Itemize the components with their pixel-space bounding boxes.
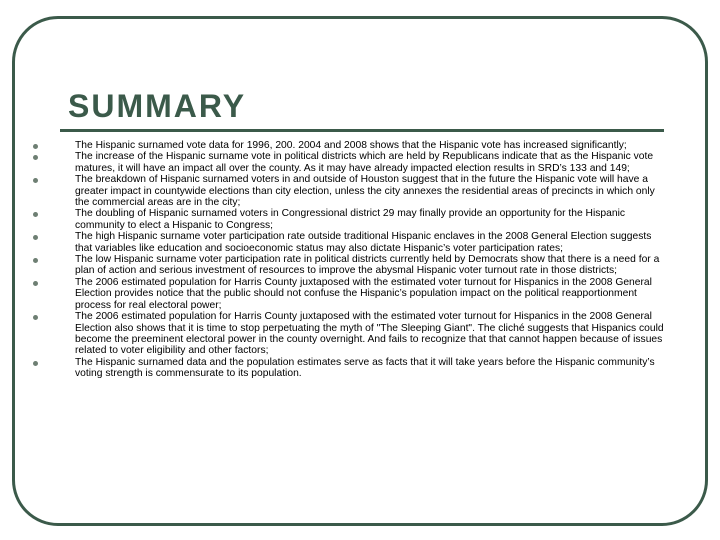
bullet-item	[0, 151, 720, 174]
bullet-item	[0, 311, 720, 357]
bullet-icon	[33, 361, 38, 366]
slide-title: SUMMARY	[68, 88, 247, 124]
bullet-item	[0, 140, 720, 151]
bullet-item	[0, 174, 720, 208]
bullet-icon	[33, 212, 38, 217]
bullet-text: The doubling of Hispanic surnamed voters in Congressional district 29 may finally provide an opportunity for the Hispanic community to elect a Hispanic to Congress;	[75, 208, 626, 231]
bullet-icon	[33, 281, 38, 286]
bullet-item	[0, 254, 720, 277]
bullet-item	[0, 208, 720, 231]
bullet-text: The 2006 estimated population for Harris County juxtaposed with the estimated voter turnout for Hispanics in the 2008 General Election provides notice that the public should not confuse the Hispanic’s population impact on the political reapportionment process for real electoral power;	[75, 276, 652, 311]
bullet-icon	[33, 144, 38, 149]
bullet-icon	[33, 315, 38, 320]
bullet-text: The increase of the Hispanic surname vote in political districts which are held by Republicans indicate that as the Hispanic vote matures, it will have an impact all over the county. As it may have already impacted election results in SRD’s 133 and 149;	[75, 151, 654, 174]
bullet-icon	[33, 258, 38, 263]
bullet-icon	[33, 178, 38, 183]
bullet-icon	[33, 155, 38, 160]
title-divider	[60, 129, 664, 132]
bullet-text: The breakdown of Hispanic surnamed voters in and outside of Houston suggest that in the future the Hispanic vote will have a greater impact in countywide elections than city election, unless the city annexes the residential areas of precincts in which only the commercial areas are in the city;	[75, 174, 655, 209]
bullet-item	[0, 231, 720, 254]
bullet-text: The Hispanic surnamed data and the population estimates serve as facts that it will take years before the Hispanic community’s voting strength is commensurate to its population.	[75, 356, 655, 380]
bullet-text: The high Hispanic surname voter participation rate outside traditional Hispanic enclaves in the 2008 General Election suggests that variables like education and socioeconomic status may also dictate Hispanic’s voter participation rates;	[75, 231, 652, 254]
bullet-text: The 2006 estimated population for Harris County juxtaposed with the estimated voter turnout for Hispanics in the 2008 General Election also shows that it is time to stop perpetuating the myth of "The Sleeping Giant". The cliché suggests that Hispanics could become the preeminent electoral power in the county overnight. And fails to recognize that that cannot happen because of issues related to voter eligibility and other factors;	[75, 311, 664, 357]
bullet-item	[0, 357, 720, 380]
bullet-text: The Hispanic surnamed vote data for 1996, 200. 2004 and 2008 shows that the Hispanic vote has increased significantly;	[75, 140, 627, 151]
bullet-item	[0, 277, 720, 311]
bullet-text: The low Hispanic surname voter participation rate in political districts currently held by Democrats show that there is a need for a plan of action and serious investment of resources to improve the abysmal Hispanic voter turnout rate in those districts;	[75, 254, 660, 277]
summary-bullet-list	[0, 140, 720, 380]
bullet-icon	[33, 235, 38, 240]
